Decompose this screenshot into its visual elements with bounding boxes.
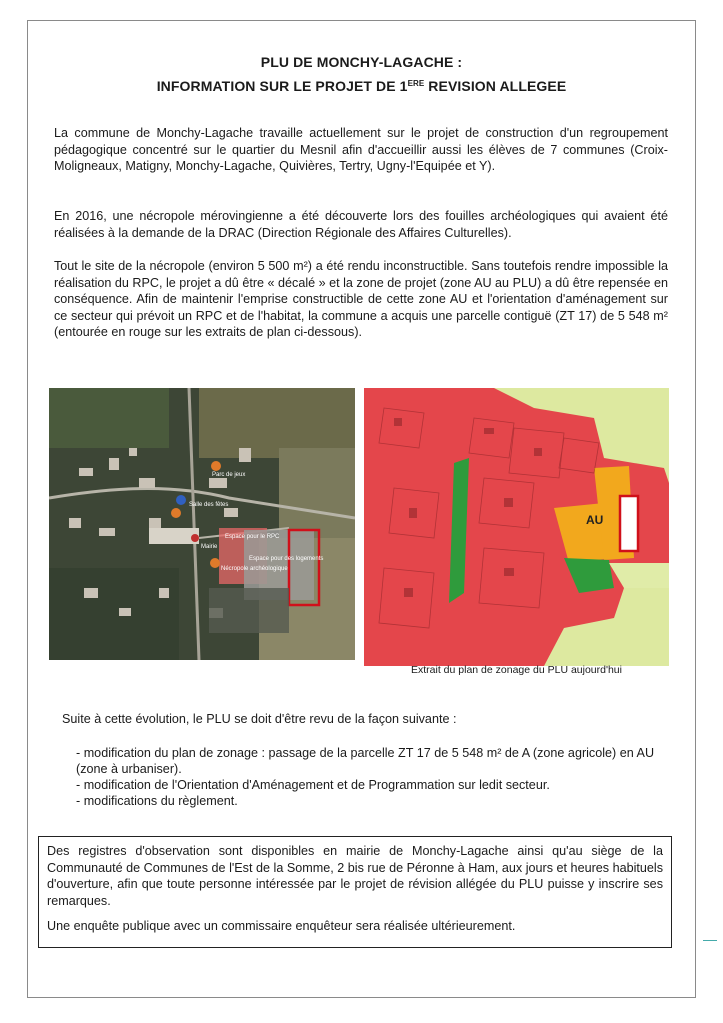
notice-registers-text: Des registres d'observation sont disponibles en mairie de Monchy-Lagache ainsi qu'au siège de la Communauté de Communes de l'Est de la Somme, 2 bis rue de Péronne à Ham, aux jours et heures habituels d'ouverture, afin que toute personne intéressée par le projet de révision allégée du PLU puisse y inscrire ses remarques. xyxy=(47,844,663,908)
aerial-photo-map xyxy=(49,388,355,660)
notice-box xyxy=(38,836,672,948)
scan-edge-mark xyxy=(703,940,717,941)
title-line-2 xyxy=(0,73,723,97)
location-pin-icon xyxy=(211,461,221,471)
pin-label-salle: Salle des fêtes xyxy=(189,502,229,508)
paragraph-necropolis: En 2016, une nécropole mérovingienne a été découverte lors des fouilles archéologiques qui avaient été réalisées à la demande de la DRAC (Direction Régionale des Affaires Culturelles). xyxy=(54,209,668,240)
list-item: - modification du plan de zonage : passage de la parcelle ZT 17 de 5 548 m² de A (zone agricole) en AU (zone à urbaniser). xyxy=(76,746,655,776)
aerial-photo-drawing xyxy=(49,388,355,660)
notice-inquiry-text: Une enquête publique avec un commissaire enquêteur sera réalisée ultérieurement. xyxy=(47,919,516,934)
page-title xyxy=(0,52,723,97)
title-line-2-suffix: REVISION ALLEGEE xyxy=(424,78,567,94)
paragraph-zone-au: Tout le site de la nécropole (environ 5 500 m²) a été rendu inconstructible. Sans toutefois rendre impossible la réalisation du RPC, le projet a dû être « décalé » et la zone de projet (zone AU au PLU) a dû être repensée en conséquence. Afin de maintenir l'emprise constructible de cette zone AU et l'orientation d'aménagement sur ce secteur qui prévoit un RPC et de l'habitat, la commune a acquis une parcelle contiguë (ZT 17) de 5 548 m² (entourée en rouge sur les extraits de plan ci-dessous). xyxy=(54,259,668,340)
title-superscript: ERE xyxy=(407,79,425,88)
zone-au-label: AU xyxy=(586,513,604,527)
title-line-1: PLU DE MONCHY-LAGACHE : xyxy=(260,54,463,70)
pin-label-logements: Espace pour des logements xyxy=(249,556,324,562)
title-line-2-prefix: INFORMATION SUR LE PROJET DE 1 xyxy=(156,78,408,94)
changes-intro: Suite à cette évolution, le PLU se doit d'être revu de la façon suivante : xyxy=(62,712,457,726)
accessibility-icon xyxy=(176,495,186,505)
paragraph-rpc-project: La commune de Monchy-Lagache travaille actuellement sur le projet de construction d'un regroupement pédagogique concentré sur le quartier du Mesnil afin d'accueillir aussi les élèves de 7 communes (Croix-Moligneaux, Matigny, Monchy-Lagache, Quivières, Tertry, Ugny-l'Equipée et Y). xyxy=(54,126,668,174)
pin-label-mairie: Mairie xyxy=(201,544,218,550)
changes-list xyxy=(76,745,672,809)
list-item: - modifications du règlement. xyxy=(76,794,238,808)
pin-label-necropole: Nécropole archéologique xyxy=(221,566,288,572)
zoning-plan-map xyxy=(364,388,669,666)
zoning-plan-caption: Extrait du plan de zonage du PLU aujourd'hui xyxy=(411,664,622,676)
pin-label-parc: Parc de jeux xyxy=(212,472,246,478)
zoning-plan-drawing xyxy=(364,388,669,666)
list-item: - modification de l'Orientation d'Aménagement et de Programmation sur ledit secteur. xyxy=(76,778,550,792)
location-pin-icon xyxy=(171,508,181,518)
town-hall-icon xyxy=(191,534,199,542)
location-pin-icon xyxy=(210,558,220,568)
pin-label-rpc: Espace pour le RPC xyxy=(225,534,280,540)
